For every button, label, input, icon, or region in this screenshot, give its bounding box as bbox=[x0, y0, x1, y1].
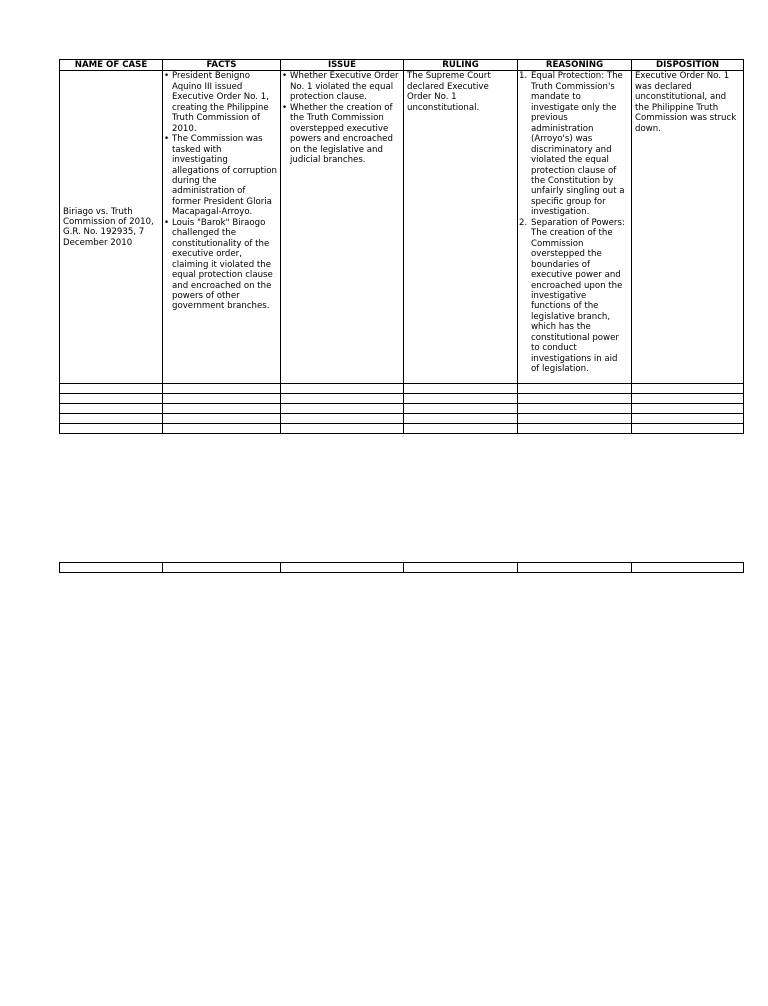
table-row bbox=[60, 71, 744, 384]
list-item-text: Equal Protection: The Truth Commission's mandate to investigate only the previous administration (Arroyo's) was discriminatory and violated the equal protection clause of the Constitution by unfairly singling out a specific group for investigation. bbox=[531, 71, 625, 218]
list-number: 1. bbox=[519, 71, 528, 82]
ruling-text: The Supreme Court declared Executive Order No. 1 unconstitutional. bbox=[407, 71, 491, 113]
list-number: 2. bbox=[519, 217, 528, 228]
case-digest-table bbox=[59, 59, 744, 434]
list-item: • The Commission was tasked with investigating allegations of corruption during the administration of former President Gloria Macapagal-Arroyo. bbox=[164, 134, 277, 218]
facts-list bbox=[164, 71, 277, 311]
empty-row bbox=[60, 414, 744, 424]
disposition-cell bbox=[632, 71, 744, 384]
case-name-cell bbox=[60, 71, 163, 384]
header-row bbox=[60, 60, 744, 71]
header-facts: FACTS bbox=[163, 60, 281, 71]
list-item-text: Separation of Powers: The creation of the Commission overstepped the boundaries of executive power and encroached upon the investigative functions of the legislative branch, which has the constitutional power to conduct investigations in aid of legislation. bbox=[531, 217, 625, 375]
header-disposition: DISPOSITION bbox=[632, 60, 744, 71]
header-reasoning: REASONING bbox=[518, 60, 632, 71]
list-item bbox=[519, 218, 628, 375]
blank-table-row bbox=[59, 562, 744, 573]
empty-row bbox=[60, 404, 744, 414]
header-name-of-case: NAME OF CASE bbox=[60, 60, 163, 71]
empty-row bbox=[60, 563, 744, 573]
list-item: • Whether the creation of the Truth Commission overstepped executive powers and encroached on the legislative and judicial branches. bbox=[282, 103, 400, 166]
issues-list bbox=[282, 71, 400, 165]
issue-cell bbox=[281, 71, 404, 384]
empty-row bbox=[60, 384, 744, 394]
empty-row bbox=[60, 394, 744, 404]
list-item: • President Benigno Aquino III issued Executive Order No. 1, creating the Philippine Truth Commission of 2010. bbox=[164, 71, 277, 134]
case-name: Biriago vs. Truth Commission of 2010, G.R. No. 192935, 7 December 2010 bbox=[63, 206, 154, 248]
header-issue: ISSUE bbox=[281, 60, 404, 71]
reasoning-list bbox=[519, 71, 628, 374]
reasoning-cell bbox=[518, 71, 632, 384]
ruling-cell bbox=[404, 71, 518, 384]
facts-cell bbox=[163, 71, 281, 384]
list-item bbox=[519, 71, 628, 217]
list-item: • Whether Executive Order No. 1 violated the equal protection clause. bbox=[282, 71, 400, 102]
disposition-text: Executive Order No. 1 was declared unconstitutional, and the Philippine Truth Commission was struck down. bbox=[635, 71, 737, 134]
header-ruling: RULING bbox=[404, 60, 518, 71]
list-item: • Louis "Barok" Biraogo challenged the constitutionality of the executive order, claiming it violated the equal protection clause and encroached on the powers of other government branches. bbox=[164, 218, 277, 312]
empty-row bbox=[60, 424, 744, 434]
